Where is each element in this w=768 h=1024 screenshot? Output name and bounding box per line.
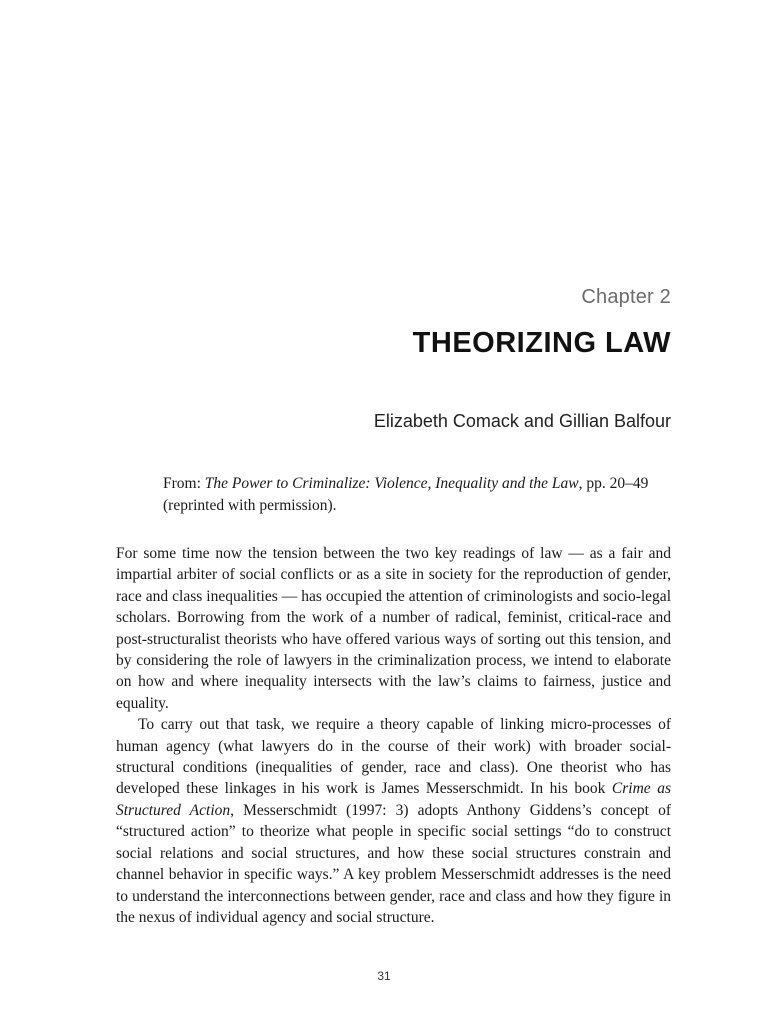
- source-note-prefix: From:: [163, 475, 205, 492]
- source-note: [163, 473, 671, 517]
- page-number: 31: [377, 969, 391, 983]
- paragraph-2-part-2: , Messerschmidt (1997: 3) adopts Anthony Giddens’s concept of “structured action” to theorize what people in specific social settings “do to construct social relations and social structures, and how these social structures constrain and channel behavior in specific ways.” A key problem Messerschmidt addresses is the need to understand the interconnections between gender, race and class and how they figure in the nexus of individual agency and social structure.: [116, 801, 671, 926]
- chapter-title: THEORIZING LAW: [412, 327, 671, 359]
- chapter-authors: Elizabeth Comack and Gillian Balfour: [373, 411, 671, 431]
- paragraph-2: [116, 714, 671, 928]
- paragraph-2-book-title: Crime as Structured Action: [116, 780, 671, 819]
- source-book-title: The Power to Criminalize: Violence, Inequality and the Law: [204, 475, 579, 492]
- chapter-label: Chapter 2: [581, 286, 671, 308]
- body-text: [116, 543, 671, 928]
- paragraph-2-part-1: To carry out that task, we require a theory capable of linking micro-processes of human agency (what lawyers do in the course of their work) with broader social-structural conditions (inequalities of gender, race and class). One theorist who has developed these linkages in his work is James Messerschmidt. In his book: [116, 716, 671, 798]
- paragraph-1: For some time now the tension between the two key readings of law — as a fair and impartial arbiter of social conflicts or as a site in society for the reproduction of gender, race and class inequalities — has occupied the attention of criminologists and socio-legal scholars. Borrowing from the work of a number of radical, feminist, critical-race and post-structuralist theorists who have offered various ways of sorting out this tension, and by considering the role of lawyers in the criminalization process, we intend to elaborate on how and where inequality intersects with the law’s claims to fairness, justice and equality.: [116, 545, 671, 712]
- source-note-suffix: , pp. 20–49 (reprinted with permission).: [163, 475, 649, 514]
